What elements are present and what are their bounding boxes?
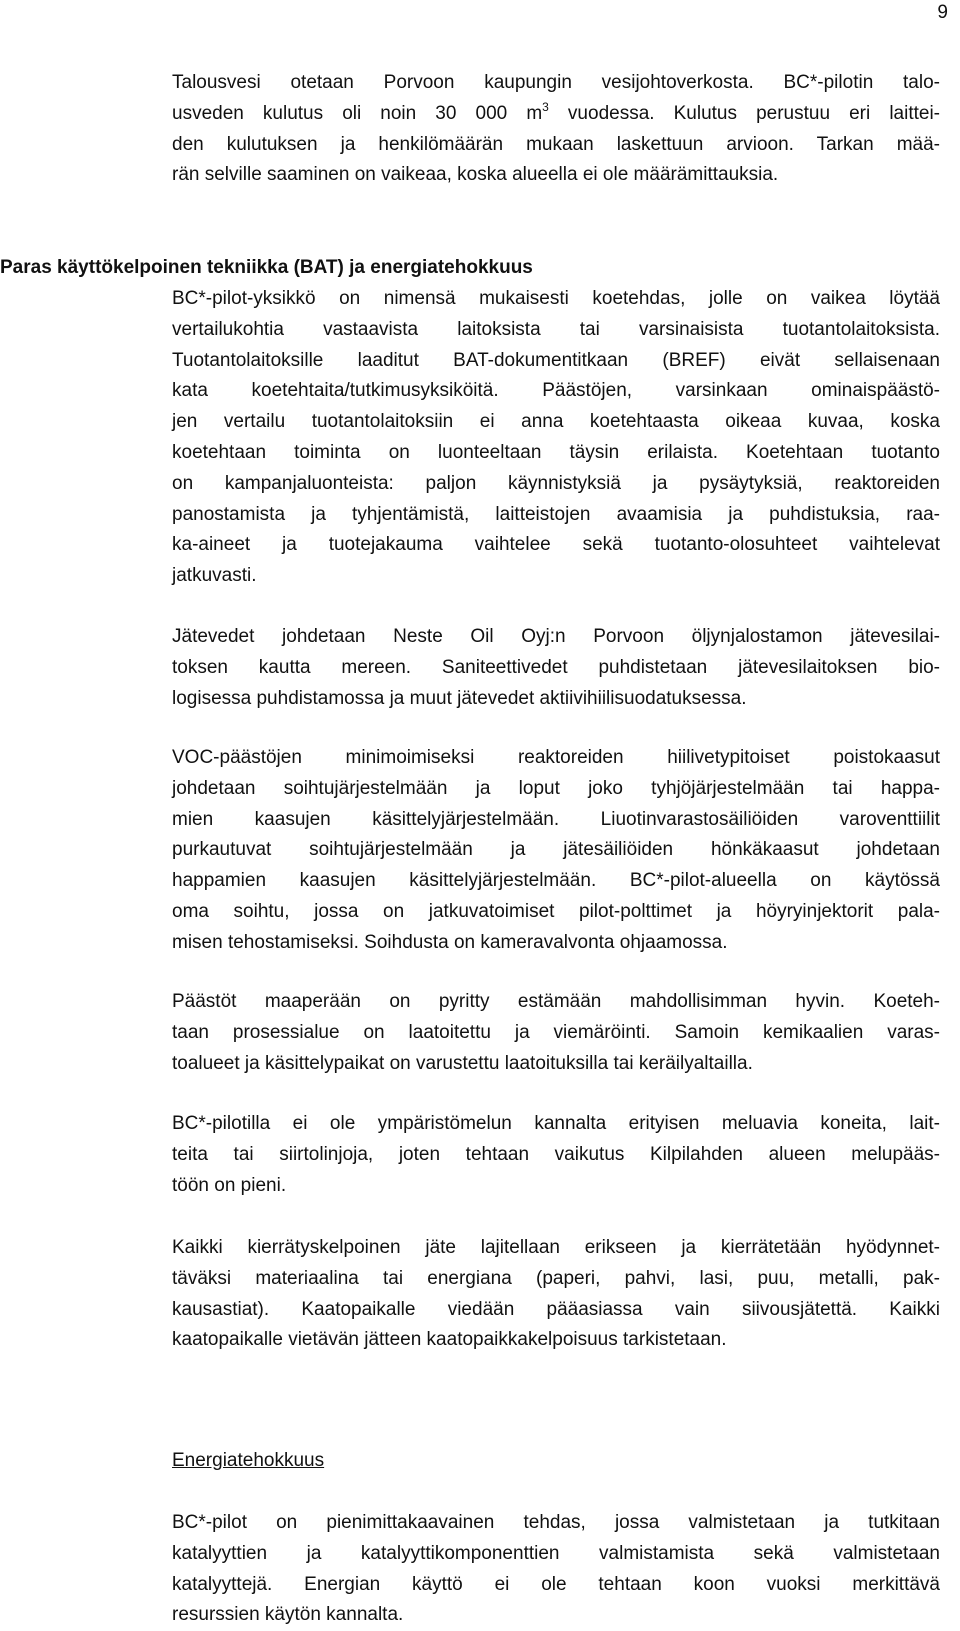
text-line: misen tehostamiseksi. Soihdusta on kameravalvonta ohjaamossa. [172,931,728,953]
text-line: Tuotantolaitoksille laaditut BAT-dokumentitkaan (BREF) eivät sellaisenaan [172,349,940,371]
paragraph-energy [172,1508,940,1631]
paragraph-noise [172,1109,940,1201]
text-line: Päästöt maaperään on pyritty estämään mahdollisimman hyvin. Koeteh- [172,991,940,1012]
text-fragment: vuodessa. Kulutus perustuu eri laittei- [548,102,940,124]
paragraph-wastewater [172,622,940,714]
intro-paragraph [172,68,940,191]
text-line: täväksi materiaalina tai energiana (paperi, pahvi, lasi, puu, metalli, pak- [172,1267,940,1289]
text-line: koetehtaan toiminta on luonteeltaan täysin erilaista. Koetehtaan tuotanto [172,441,940,463]
superscript: 3 [542,99,549,114]
text-line: kausastiat). Kaatopaikalle viedään pääasiassa vain siivousjätettä. Kaikki [172,1298,940,1320]
text-line: BC*-pilotilla ei ole ympäristömelun kannalta erityisen meluavia koneita, lait- [172,1113,940,1134]
paragraph-waste [172,1233,940,1356]
text-line: purkautuvat soihtujärjestelmään ja jätesäiliöiden hönkäkaasut johdetaan [172,839,940,861]
text-line: kaatopaikalle vietävän jätteen kaatopaikkakelpoisuus tarkistetaan. [172,1329,727,1351]
text-line: Jätevedet johdetaan Neste Oil Oyj:n Porvoon öljynjalostamon jätevesilai- [172,626,940,647]
text-line [172,99,940,130]
text-line: mien kaasujen käsittelyjärjestelmään. Liuotinvarastosäiliöiden varoventtiilit [172,808,940,830]
paragraph-voc [172,743,940,959]
section-heading: Paras käyttökelpoinen tekniikka (BAT) ja energiatehokkuus [0,257,533,278]
text-line: den kulutuksen ja henkilömäärän mukaan laskettuun arvioon. Tarkan mää- [172,133,940,155]
text-line: taan prosessialue on laatoitettu ja viemäröinti. Samoin kemikaalien varas- [172,1021,940,1043]
text-line: Talousvesi otetaan Porvoon kaupungin vesijohtoverkosta. BC*-pilotin talo- [172,72,940,93]
text-line: VOC-päästöjen minimoimiseksi reaktoreiden hiilivetypitoiset poistokaasut [172,747,940,768]
subsection-heading: Energiatehokkuus [172,1450,325,1471]
text-line: katalyyttejä. Energian käyttö ei ole tehtaan koon vuoksi merkittävä [172,1573,940,1595]
text-line: toalueet ja käsittelypaikat on varustettu laatoituksilla tai keräilyaltailla. [172,1052,753,1074]
text-line: Kaikki kierrätyskelpoinen jäte lajitellaan erikseen ja kierrätetään hyödynnet- [172,1237,940,1258]
text-line: ka-aineet ja tuotejakauma vaihtelee sekä tuotanto-olosuhteet vaihtelevat [172,534,940,556]
text-line: vertailukohtia vastaavista laitoksista tai varsinaisista tuotantolaitoksista. [172,318,940,340]
text-line: BC*-pilot-yksikkö on nimensä mukaisesti koetehdas, jolle on vaikea löytää [172,288,940,309]
text-fragment: usveden kulutus oli noin 30 000 m [172,102,543,124]
text-line: logisessa puhdistamossa ja muut jätevedet aktiivihiilisuodatuksessa. [172,687,747,709]
paragraph-soil [172,987,940,1079]
paragraph-bat [172,284,940,592]
text-line: on kampanjaluonteista: paljon käynnistyksiä ja pysäytyksiä, reaktoreiden [172,472,940,494]
text-line: BC*-pilot on pienimittakaavainen tehdas, jossa valmistetaan ja tutkitaan [172,1512,940,1533]
text-line: katalyyttien ja katalyyttikomponenttien valmistamista sekä valmistetaan [172,1542,940,1564]
text-line: jatkuvasti. [172,565,257,587]
text-line: johdetaan soihtujärjestelmään ja loput joko tyhjöjärjestelmään tai happa- [172,777,940,799]
text-line: resurssien käytön kannalta. [172,1604,404,1626]
page-number: 9 [937,2,948,23]
text-line: kata koetehtaita/tutkimusyksiköitä. Päästöjen, varsinkaan ominaispäästö- [172,380,940,402]
text-line: rän selville saaminen on vaikeaa, koska alueella ei ole määrämittauksia. [172,164,779,186]
text-line: happamien kaasujen käsittelyjärjestelmään. BC*-pilot-alueella on käytössä [172,870,940,892]
text-line: oma soihtu, jossa on jatkuvatoimiset pilot-polttimet ja höyryinjektorit pala- [172,900,940,922]
text-line: teita tai siirtolinjoja, joten tehtaan vaikutus Kilpilahden alueen melupääs- [172,1143,940,1165]
text-line: panostamista ja tyhjentämistä, laitteistojen avaamisia ja puhdistuksia, raa- [172,503,940,525]
text-line: toksen kautta mereen. Saniteettivedet puhdistetaan jätevesilaitoksen bio- [172,656,940,678]
text-line: jen vertailu tuotantolaitoksiin ei anna koetehtaasta oikeaa kuvaa, koska [172,411,940,433]
text-line: töön on pieni. [172,1174,287,1196]
